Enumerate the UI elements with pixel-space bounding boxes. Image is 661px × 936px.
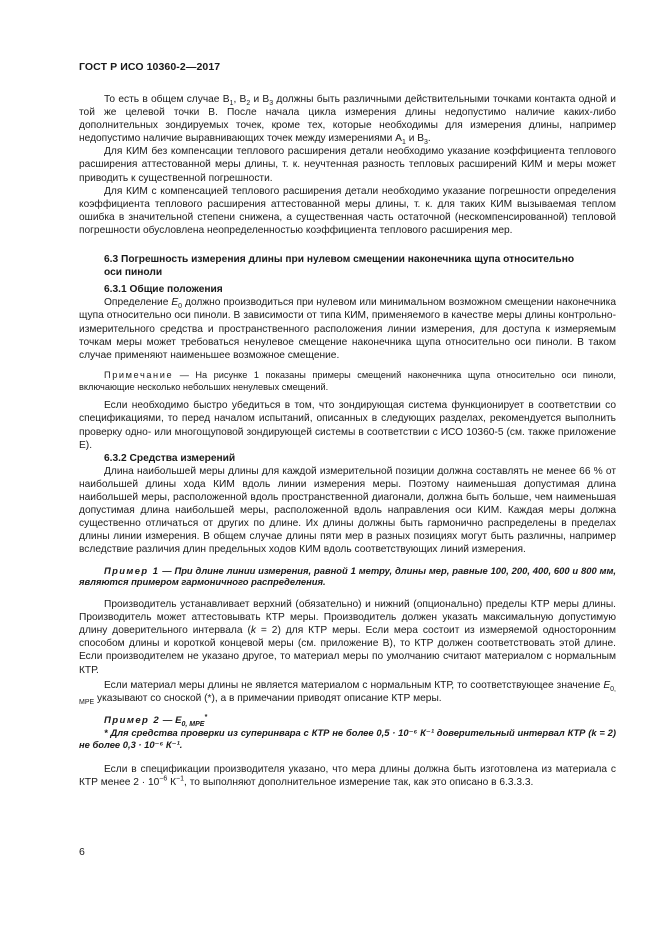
paragraph-definition: Определение $E_0$ должно производиться при нулевом или минимальном возможном смещении наконечника щупа относительно оси пиноли. В зависимости от типа КИМ, применяемого в качестве меры длины контрольно-измерительного средства и пространственного расположения линии измерения, для доступа к измеряемым точкам меры может требоваться ненулевое смещение наконечника щупа относительно оси пиноли. В таком случае применяют наименьшее возможное смещение. [79,297,616,361]
document-header: ГОСТ Р ИСО 10360-2—2017 [79,61,221,73]
subsection-heading-6-3-2: 6.3.2 Средства измерений [104,452,236,464]
example-2-title: Пример 2 — $E_{0, MPE}^*$ [104,713,208,728]
note: Примечание — На рисунке 1 показаны примеры смещений наконечника щупа относительно оси пиноли, включающие несколько небольших ненулевых смещений. [79,369,616,392]
paragraph-instruments: Длина наибольшей меры длины для каждой измерительной позиции должна составлять не менее 66 % от наибольшей длины хода КИМ вдоль линии измерения меры. Поэтому наименьшая допустимая длина наибольшей меры, расположенной вдоль пространственной диагонали, должна быть больше, чем наименьшая допустимая длина наибольшей меры, расположенной вдоль направления оси КИМ. Каждая меры должна существенно отличаться от других по длине. Их длины должны быть гармонично распределены в пределах длины линии измерения. В общем случае длины пяти мер в разных позициях могут быть различны, например вследствие различия длин предельных ходов КИМ вдоль соответствующих линий измерения. [79,465,616,556]
example-1: Пример 1 — При длине линии измерения, равной 1 метру, длины мер, равные 100, 200, 400, 600 и 800 мм, являются примером гармоничного распределения. [79,564,616,588]
page-number: 6 [79,846,85,858]
paragraph-material: Если материал меры длины не является материалом с нормальным КТР, то соответствующее значение $E_{0, MPE}$ указывают со сноской (*), а в примечании приводят описание КТР меры. [79,679,616,706]
section-heading-6-3: 6.3 Погрешность измерения длины при нулевом смещении наконечника щупа относительно оси пиноли [104,254,575,279]
paragraph-no-compensation: Для КИМ без компенсации теплового расширения детали необходимо указание коэффициента теплового расширения аттестованной меры длины, т. к. неучтенная разность тепловых расширений КИМ и меры может приводить к существенной погрешности. [79,146,616,184]
paragraph-additional-measurement: Если в спецификации производителя указано, что мера длины должна быть изготовлена из материала с КТР менее $2 \cdot 10^{-6}$ $К^{-1}$, то выполняют дополнительное измерение так, как это описано в 6.3.3.3. [79,763,616,788]
subsection-heading-6-3-1: 6.3.1 Общие положения [104,284,223,296]
paragraph-compensation: Для КИМ с компенсацией теплового расширения детали необходимо указание погрешности определения коэффициента теплового расширения аттестованной меры длины, т. к. для таких КИМ вызываемая теплом ошибка в значительной степени снижена, а существенная часть остаточной (нескомпенсированной) тепловой погрешности обусловлена неопределенностью коэффициента теплового расширения мер. [79,185,616,236]
example-2-body: * Для средства проверки из суперинвара с КТР не более 0,5 · 10⁻⁶ К⁻¹ доверительный интервал КТР (k = 2) не более 0,3 · 10⁻⁶ К⁻¹. [79,726,616,750]
paragraph-probe-check: Если необходимо быстро убедиться в том, что зондирующая система функционирует в соответствии со спецификациями, то перед началом испытаний, описанных в следующих разделах, рекомендуется выполнить проверку одно- или многощуповой зондирующей системы в соответствии с ИСО 10360-5 (см. также приложение Е). [79,400,616,451]
paragraph-ktr-limits: Производитель устанавливает верхний (обязательно) и нижний (опционально) пределы КТР меры длины. Производитель может аттестовывать КТР меры. Производитель должен указать максимальную допустимую длину доверительного интервала (k = 2) для КТР меры. Если мера состоит из измеряемой односторонним способом длины и короткой концевой меры (см. приложение В), то КТР должен соответствовать этой длине. Если производителем не указано другое, то материал меры по умолчанию считают материалом с нормальным КТР. [79,599,616,676]
document-body [79,93,616,789]
paragraph-points: То есть в общем случае $B_1$, $B_2$ и $B_3$ должны быть различными действительными точками контакта одной и той же целевой точки B. После начала цикла измерения длины недопустимо наличие каких-либо дополнительных зондируемых точек, кроме тех, которые необходимы для измерения длины, например недопустимо наличие выравнивающих точек между измерениями $A_1$ и $B_3$. [79,94,616,147]
